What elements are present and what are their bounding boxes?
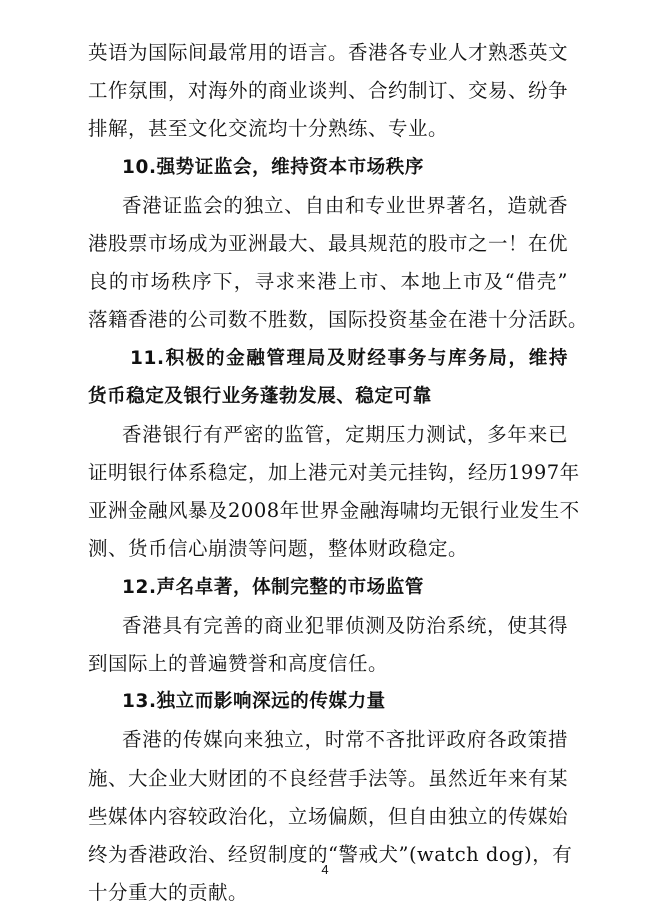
paragraph-line: 亚洲金融风暴及2008年世界金融海啸均无银行业发生不 — [88, 499, 580, 523]
paragraph-line: 落籍香港的公司数不胜数，国际投资基金在港十分活跃。 — [88, 308, 589, 332]
paragraph-line: 测、货币信心崩溃等问题，整体财政稳定。 — [88, 537, 469, 561]
paragraph-line: 排解，甚至文化交流均十分熟练、专业。 — [88, 117, 449, 141]
paragraph-line: 些媒体内容较政治化，立场偏颇，但自由独立的传媒始 — [88, 804, 569, 828]
document-body — [88, 34, 589, 912]
paragraph-line: 香港的传媒向来独立，时常不吝批评政府各政策措 — [122, 728, 568, 752]
paragraph-line: 港股票市场成为亚洲最大、最具规范的股市之一！在优 — [88, 231, 569, 255]
section-heading-12: 12.声名卓著，体制完整的市场监管 — [122, 576, 424, 598]
paragraph-line: 终为香港政治、经贸制度的“警戒犬”(watch dog)，有 — [88, 842, 573, 866]
paragraph-line: 香港具有完善的商业犯罪侦测及防治系统，使其得 — [122, 613, 568, 637]
paragraph-line: 证明银行体系稳定，加上港元对美元挂钩，经历1997年 — [88, 461, 580, 485]
paragraph-line: 英语为国际间最常用的语言。香港各专业人才熟悉英文 — [88, 41, 569, 64]
page-number: 4 — [321, 862, 329, 877]
paragraph-line: 香港证监会的独立、自由和专业世界著名，造就香 — [122, 193, 568, 217]
paragraph-line: 十分重大的贡献。 — [88, 881, 249, 905]
paragraph-line: 良的市场秩序下，寻求来港上市、本地上市及“借壳” — [88, 270, 568, 294]
paragraph-line: 工作氛围，对海外的商业谈判、合约制订、交易、纷争 — [88, 79, 569, 103]
paragraph-line: 施、大企业大财团的不良经营手法等。虽然近年来有某 — [88, 766, 569, 790]
paragraph-line: 到国际上的普遍赞誉和高度信任。 — [88, 652, 389, 675]
section-heading-10: 10.强势证监会，维持资本市场秩序 — [122, 156, 424, 178]
section-heading-11: 11.积极的金融管理局及财经事务与库务局，维持 — [130, 347, 568, 369]
section-heading-11-continued: 货币稳定及银行业务蓬勃发展、稳定可靠 — [88, 385, 432, 407]
section-heading-13: 13.独立而影响深远的传媒力量 — [122, 691, 386, 713]
paragraph-line: 香港银行有严密的监管，定期压力测试，多年来已 — [122, 422, 568, 446]
